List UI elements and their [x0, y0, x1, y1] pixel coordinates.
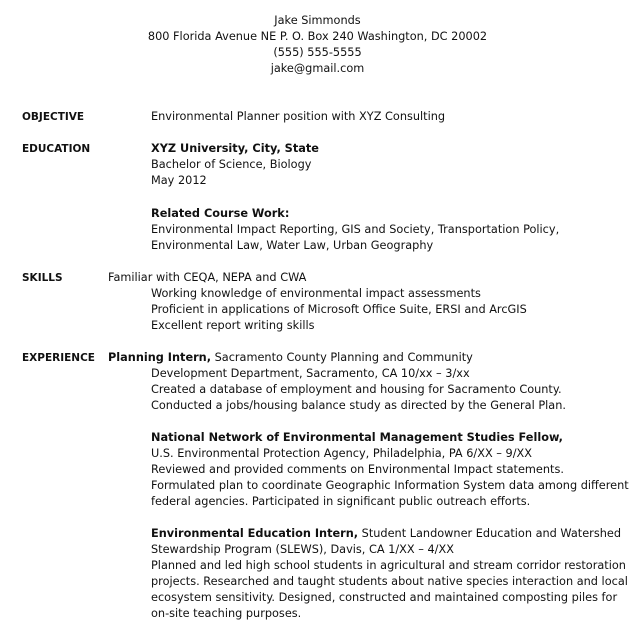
- job-title: Planning Intern,: [108, 351, 212, 364]
- coursework-line: Environmental Law, Water Law, Urban Geography: [151, 239, 434, 252]
- job-detail-line: ecosystem sensitivity. Designed, constructed and maintained composting piles for: [151, 591, 618, 604]
- skill-item: Familiar with CEQA, NEPA and CWA: [108, 271, 307, 284]
- objective-text: Environmental Planner position with XYZ Consulting: [151, 110, 446, 123]
- education-school: XYZ University, City, State: [151, 142, 319, 155]
- job-org: Sacramento County Planning and Community: [211, 351, 473, 364]
- resume-phone: (555) 555-5555: [273, 46, 362, 59]
- resume-address: 800 Florida Avenue NE P. O. Box 240 Washington, DC 20002: [147, 30, 488, 43]
- skill-item: Working knowledge of environmental impact assessments: [151, 287, 481, 300]
- job-detail-line: Formulated plan to coordinate Geographic Information System data among different: [151, 479, 629, 492]
- job-heading: [108, 350, 473, 366]
- job-heading: [151, 526, 621, 542]
- skill-item: Proficient in applications of Microsoft Office Suite, ERSI and ArcGIS: [151, 303, 527, 316]
- experience-label: EXPERIENCE: [22, 352, 95, 364]
- job-title: National Network of Environmental Management Studies Fellow,: [151, 431, 563, 444]
- job-org: Student Landowner Education and Watershed: [358, 527, 621, 540]
- coursework-heading: Related Course Work:: [151, 207, 290, 220]
- job-title: Environmental Education Intern,: [151, 527, 359, 540]
- job-detail-line: Reviewed and provided comments on Environmental Impact statements.: [151, 463, 564, 476]
- coursework-line: Environmental Impact Reporting, GIS and Society, Transportation Policy,: [151, 223, 560, 236]
- resume-email: jake@gmail.com: [270, 62, 365, 75]
- skills-label: SKILLS: [22, 272, 63, 284]
- education-degree: Bachelor of Science, Biology: [151, 158, 312, 171]
- resume-name: Jake Simmonds: [274, 14, 361, 27]
- job-detail-line: on-site teaching purposes.: [151, 607, 302, 620]
- skill-item: Excellent report writing skills: [151, 319, 315, 332]
- job-heading: [151, 430, 563, 446]
- job-detail-line: U.S. Environmental Protection Agency, Philadelphia, PA 6/XX – 9/XX: [151, 447, 533, 460]
- job-detail-line: Stewardship Program (SLEWS), Davis, CA 1/XX – 4/XX: [151, 543, 454, 556]
- job-detail-line: Created a database of employment and housing for Sacramento County.: [151, 383, 562, 396]
- job-detail-line: Conducted a jobs/housing balance study as directed by the General Plan.: [151, 399, 566, 412]
- job-detail-line: projects. Researched and taught students about native species interaction and local: [151, 575, 628, 588]
- objective-label: OBJECTIVE: [22, 111, 85, 123]
- education-label: EDUCATION: [22, 143, 91, 155]
- job-detail-line: Development Department, Sacramento, CA 10/xx – 3/xx: [151, 367, 470, 380]
- job-detail-line: Planned and led high school students in agricultural and stream corridor restoration: [151, 559, 626, 572]
- job-detail-line: federal agencies. Participated in significant public outreach efforts.: [151, 495, 531, 508]
- education-date: May 2012: [151, 174, 207, 187]
